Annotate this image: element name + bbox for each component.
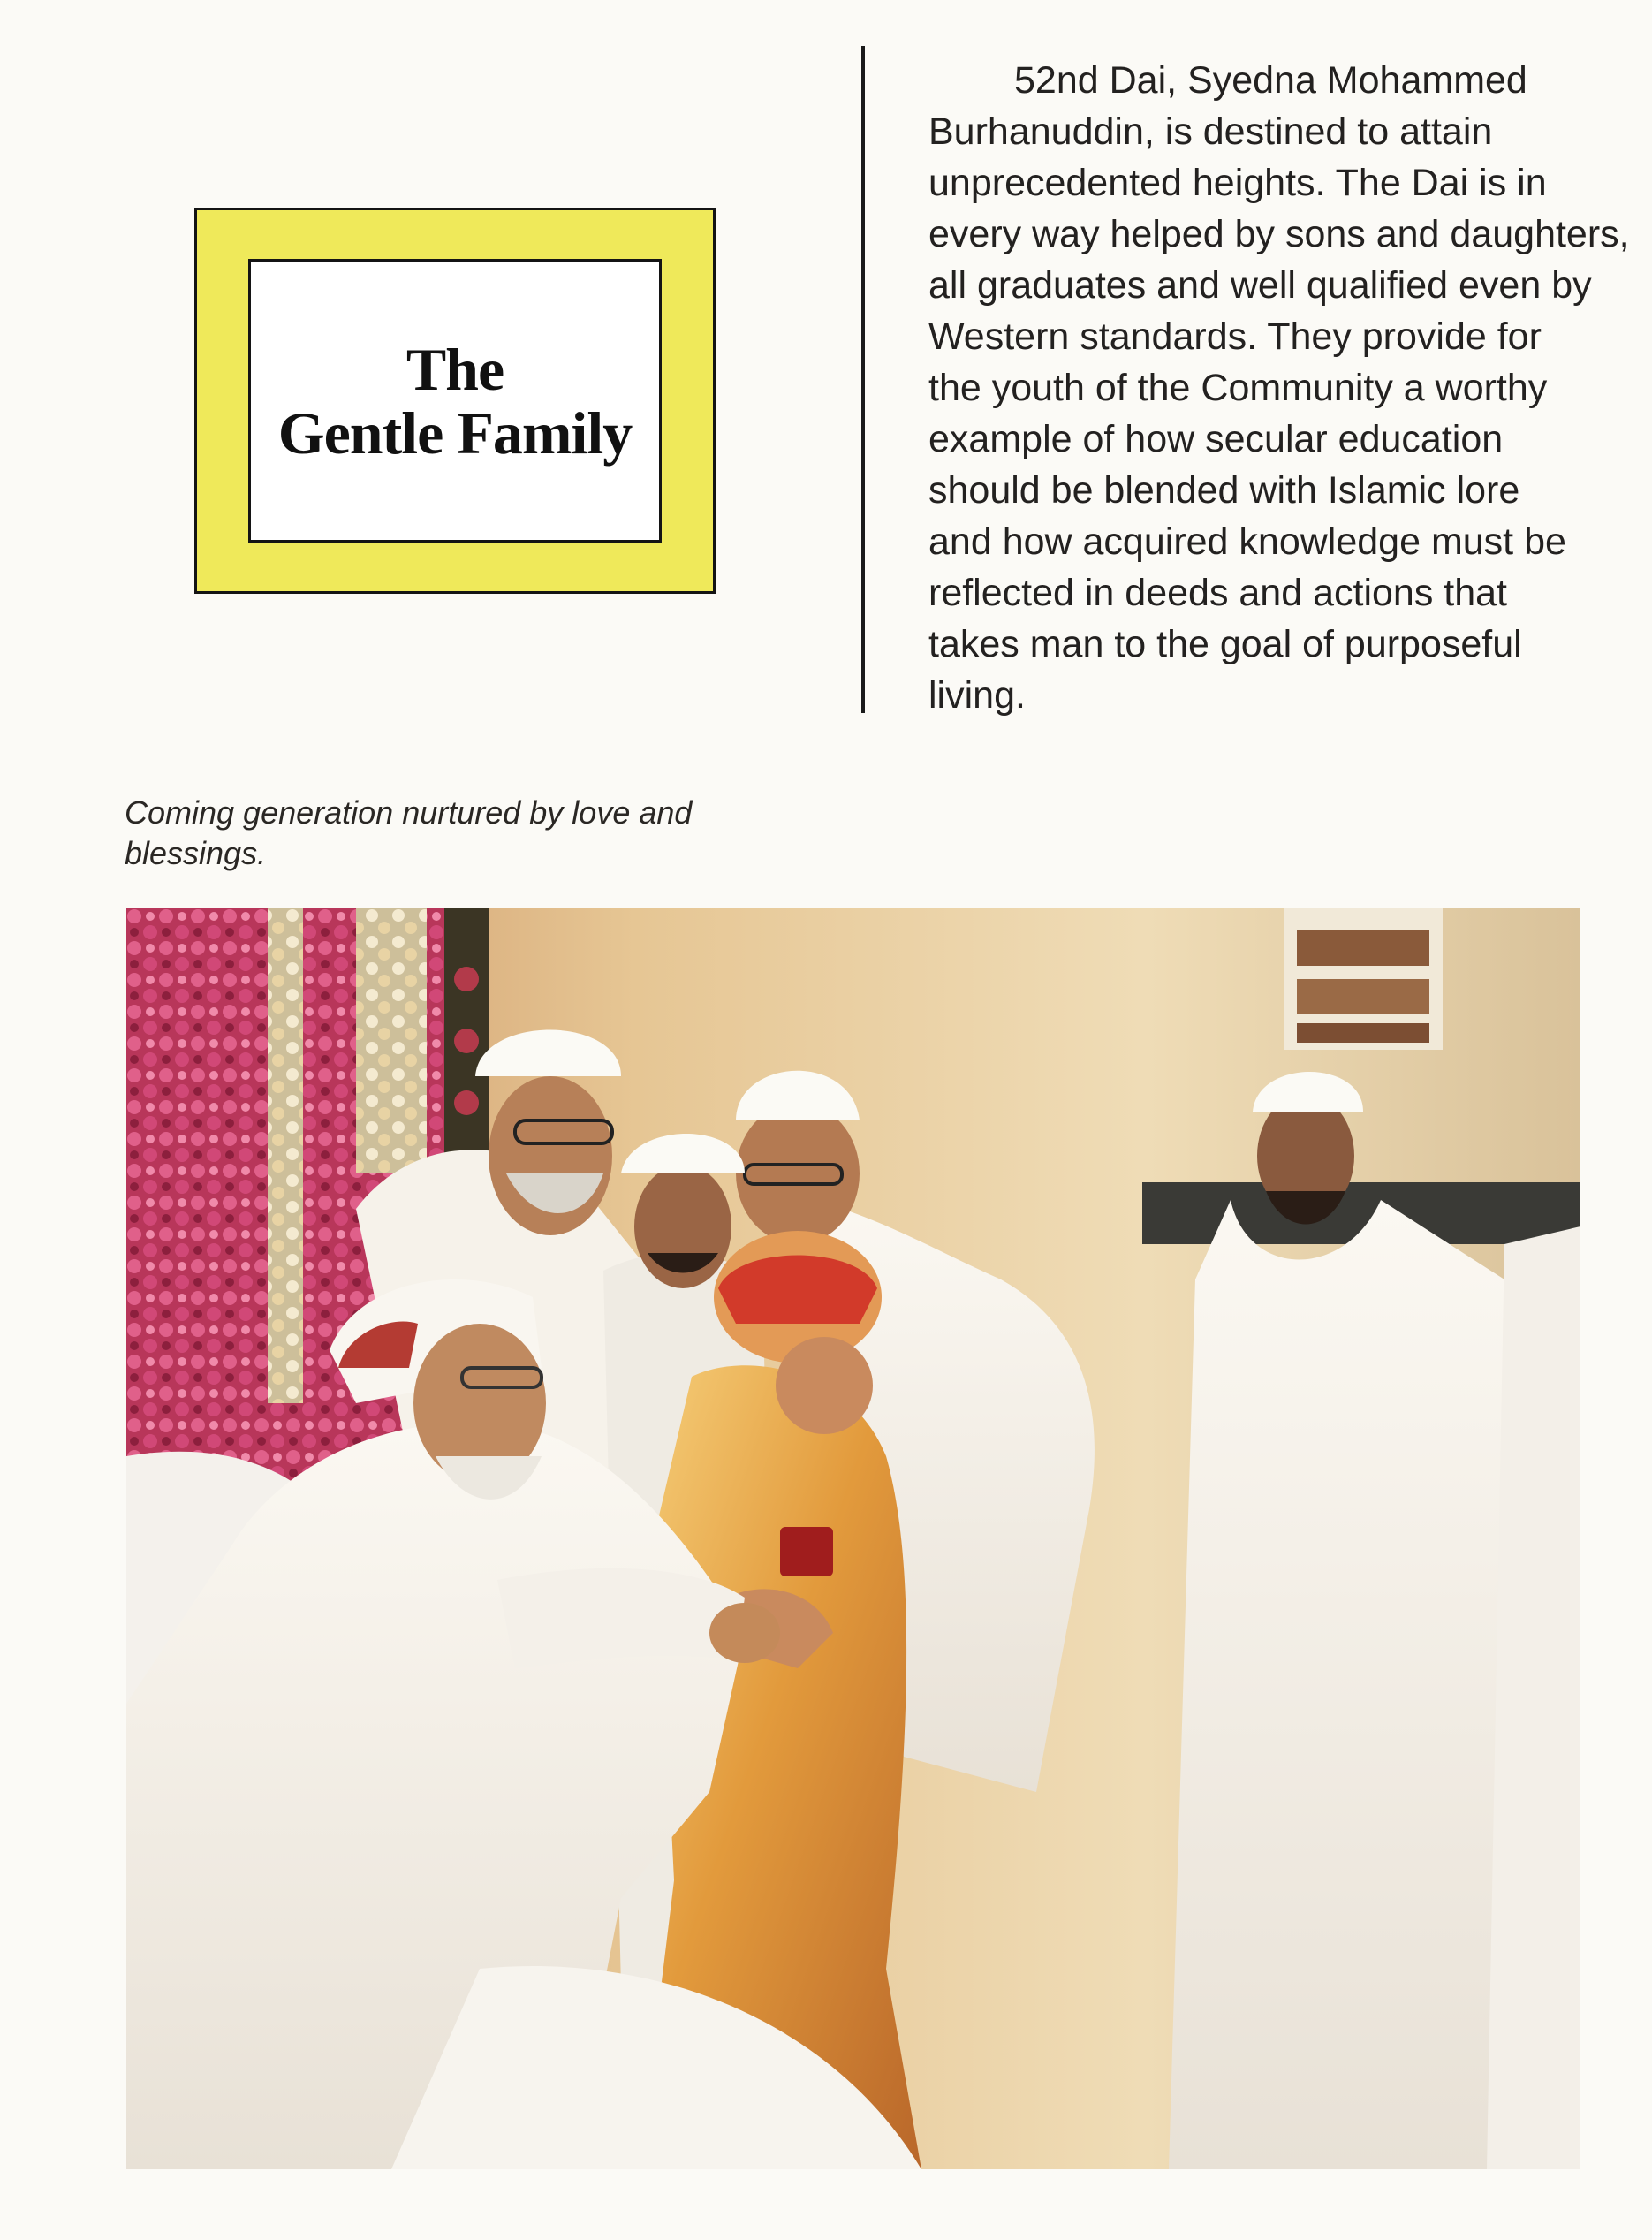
body-line: living. xyxy=(928,674,1026,717)
body-line: should be blended with Islamic lore xyxy=(928,469,1520,512)
body-line: 52nd Dai, Syedna Mohammed xyxy=(1014,59,1527,102)
body-line: unprecedented heights. The Dai is in xyxy=(928,162,1547,204)
title-box xyxy=(248,259,662,543)
body-line: example of how secular education xyxy=(928,418,1504,460)
body-line: every way helped by sons and daughters, xyxy=(928,213,1630,255)
body-line: reflected in deeds and actions that xyxy=(928,572,1507,614)
family-photo xyxy=(126,908,1580,2169)
body-line: all graduates and well qualified even by xyxy=(928,264,1592,307)
body-line: Western standards. They provide for xyxy=(928,315,1542,358)
body-line: takes man to the goal of purposeful xyxy=(928,623,1522,665)
caption-line-1: Coming generation nurtured by love and xyxy=(125,794,693,831)
title-line-2: Gentle Family xyxy=(277,399,633,467)
caption-line-2: blessings. xyxy=(125,835,267,871)
column-divider xyxy=(861,46,865,713)
photo-caption xyxy=(125,793,743,874)
title-line-1: The xyxy=(405,335,504,403)
body-line: the youth of the Community a worthy xyxy=(928,367,1548,409)
title-frame xyxy=(194,208,716,594)
body-paragraph xyxy=(928,55,1635,721)
body-line: Burhanuddin, is destined to attain xyxy=(928,110,1493,153)
family-photo-illustration xyxy=(126,908,1580,2169)
body-line: and how acquired knowledge must be xyxy=(928,520,1566,563)
